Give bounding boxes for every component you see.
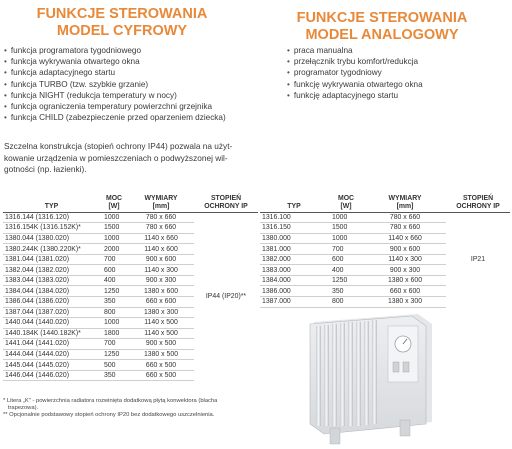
cell-typ: 1380.244K (1380.220K)* <box>3 244 100 255</box>
cell-typ: 1440.044 (1440.020) <box>3 318 100 329</box>
cell-moc: 1250 <box>328 275 364 286</box>
cell-wymiary: 1140 x 300 <box>128 265 194 276</box>
left-title-line2: MODEL CYFROWY <box>56 23 188 39</box>
right-title <box>274 10 490 44</box>
footnote-line: ** Opcjonalnie podstawowy stopień ochrony IP20 bez dodatkowego uszczelnienia. <box>3 412 215 418</box>
cell-wymiary: 780 x 660 <box>364 223 446 234</box>
cell-typ: 1384.044 (1384.020) <box>3 286 100 297</box>
cell-ip: IP44 (IP20)** <box>205 293 247 301</box>
cell-typ: 1316.154K (1316.152K)* <box>3 223 100 234</box>
cell-typ: 1382.000 <box>260 254 328 265</box>
cell-moc: 500 <box>100 360 128 371</box>
feature-item: • funkcja CHILD (zabezpieczenie przed oparzeniem dziecka) <box>4 112 226 123</box>
cell-typ: 1446.044 (1446.020) <box>3 370 100 381</box>
left-title-line1: FUNKCJE STEROWANIA <box>36 6 208 22</box>
cell-typ: 1380.044 (1380.020) <box>3 233 100 244</box>
cell-typ: 1381.000 <box>260 244 328 255</box>
feature-item: • funkcję wykrywania otwartego okna <box>287 79 423 90</box>
cell-typ: 1386.000 <box>260 286 328 297</box>
paragraph-line: Szczelna konstrukcja (stopień ochrony IP44) pozwala na użyt- <box>4 141 233 151</box>
cell-wymiary: 900 x 600 <box>128 254 194 265</box>
cell-typ: 1316.150 <box>260 223 328 234</box>
feature-item: • przełącznik trybu komfort/redukcja <box>287 56 423 67</box>
cell-wymiary: 1380 x 500 <box>128 349 194 360</box>
cell-moc: 800 <box>328 296 364 307</box>
feature-item: • funkcja NIGHT (redukcja temperatury w nocy) <box>4 90 226 101</box>
feature-item: • funkcja ograniczenia temperatury powierzchni grzejnika <box>4 101 226 112</box>
header-ip: STOPIEŃ OCHRONY IP <box>194 195 258 212</box>
cell-typ: 1316.100 <box>260 212 328 223</box>
footnote-line: * Litera „K" - powierzchnia radiatora rozwinięta dodatkową płytą konwektora (blacha <box>3 398 218 404</box>
cell-moc: 1500 <box>328 223 364 234</box>
cell-moc: 1500 <box>100 223 128 234</box>
feature-item: • praca manualna <box>287 45 423 56</box>
cell-ip: IP21 <box>470 256 486 264</box>
cell-wymiary: 900 x 300 <box>128 275 194 286</box>
cell-wymiary: 780 x 660 <box>364 212 446 223</box>
control-panel <box>388 326 418 382</box>
cell-wymiary: 660 x 600 <box>364 286 446 297</box>
cell-typ: 1382.044 (1382.020) <box>3 265 100 276</box>
cell-wymiary: 780 x 660 <box>128 212 194 223</box>
cell-moc: 400 <box>100 275 128 286</box>
header-moc: MOC [W] <box>328 195 364 212</box>
cell-moc: 1000 <box>328 212 364 223</box>
cell-moc: 1000 <box>100 318 128 329</box>
right-title-line2: MODEL ANALOGOWY <box>305 27 459 43</box>
cell-wymiary: 1380 x 300 <box>364 296 446 307</box>
cell-wymiary: 660 x 500 <box>128 360 194 371</box>
analog-model-table <box>260 195 510 308</box>
left-title <box>14 6 230 40</box>
header-moc: MOC [W] <box>100 195 128 212</box>
feature-item: • funkcja TURBO (tzw. szybkie grzanie) <box>4 79 226 90</box>
cell-moc: 350 <box>328 286 364 297</box>
feature-item: • funkcja adaptacyjnego startu <box>4 67 226 78</box>
feature-item: • funkcję adaptacyjnego startu <box>287 90 423 101</box>
digital-model-table <box>3 195 258 381</box>
ip-paragraph <box>4 141 274 176</box>
cell-moc: 1000 <box>328 233 364 244</box>
feature-item: • funkcja programatora tygodniowego <box>4 45 226 56</box>
paragraph-line: kowanie urządzenia w pomieszczeniach o podwyższonej wil- <box>4 152 228 163</box>
cell-typ: 1444.044 (1444.020) <box>3 349 100 360</box>
cell-typ: 1387.000 <box>260 296 328 307</box>
left-feature-list <box>4 45 226 123</box>
right-feature-list <box>287 45 423 101</box>
feature-item: • programator tygodniowy <box>287 67 423 78</box>
cell-typ: 1383.044 (1383.020) <box>3 275 100 286</box>
table-row <box>260 212 510 223</box>
cell-moc: 1250 <box>100 349 128 360</box>
cell-moc: 1000 <box>100 212 128 223</box>
cell-typ: 1383.000 <box>260 265 328 276</box>
radiator-foot <box>400 420 410 436</box>
cell-typ: 1384.000 <box>260 275 328 286</box>
cell-wymiary: 900 x 500 <box>128 339 194 350</box>
footnotes <box>3 398 303 419</box>
cell-typ: 1445.044 (1445.020) <box>3 360 100 371</box>
cell-moc: 350 <box>100 370 128 381</box>
cell-wymiary: 900 x 600 <box>364 244 446 255</box>
cell-moc: 1000 <box>100 233 128 244</box>
cell-moc: 600 <box>328 254 364 265</box>
switch-icon <box>393 362 399 372</box>
cell-typ: 1386.044 (1386.020) <box>3 296 100 307</box>
cell-typ: 1387.044 (1387.020) <box>3 307 100 318</box>
cell-moc: 700 <box>100 254 128 265</box>
cell-typ: 1441.044 (1441.020) <box>3 339 100 350</box>
cell-wymiary: 900 x 300 <box>364 265 446 276</box>
cell-moc: 800 <box>100 307 128 318</box>
table-row <box>3 212 258 223</box>
cell-typ: 1380.000 <box>260 233 328 244</box>
cell-wymiary: 1140 x 300 <box>364 254 446 265</box>
cell-wymiary: 1140 x 660 <box>364 233 446 244</box>
cell-moc: 350 <box>100 296 128 307</box>
radiator-image <box>300 310 450 449</box>
header-wymiary: WYMIARY [mm] <box>128 195 194 212</box>
radiator-foot <box>330 428 340 444</box>
cell-wymiary: 1140 x 600 <box>128 244 194 255</box>
switch-icon <box>403 362 409 372</box>
footnote-line: trapezowa). <box>3 405 39 411</box>
cell-wymiary: 780 x 660 <box>128 223 194 234</box>
cell-wymiary: 1380 x 600 <box>128 286 194 297</box>
feature-item: • funkcja wykrywania otwartego okna <box>4 56 226 67</box>
header-typ: TYP <box>3 195 100 212</box>
cell-wymiary: 1380 x 300 <box>128 307 194 318</box>
right-title-line1: FUNKCJE STEROWANIA <box>296 10 468 26</box>
cell-wymiary: 660 x 500 <box>128 370 194 381</box>
header-wymiary: WYMIARY [mm] <box>364 195 446 212</box>
cell-typ: 1316.144 (1316.120) <box>3 212 100 223</box>
cell-wymiary: 1380 x 600 <box>364 275 446 286</box>
header-typ: TYP <box>260 195 328 212</box>
cell-typ: 1440.184K (1440.182K)* <box>3 328 100 339</box>
paragraph-line: gotności (np. łazienki). <box>4 164 87 174</box>
cell-moc: 700 <box>328 244 364 255</box>
cell-wymiary: 660 x 600 <box>128 296 194 307</box>
header-ip: STOPIEŃ OCHRONY IP <box>446 195 510 212</box>
cell-wymiary: 1140 x 660 <box>128 233 194 244</box>
cell-moc: 700 <box>100 339 128 350</box>
cell-moc: 2000 <box>100 244 128 255</box>
cell-wymiary: 1140 x 500 <box>128 318 194 329</box>
cell-typ: 1381.044 (1381.020) <box>3 254 100 265</box>
cell-moc: 1800 <box>100 328 128 339</box>
cell-moc: 1250 <box>100 286 128 297</box>
cell-moc: 600 <box>100 265 128 276</box>
cell-moc: 400 <box>328 265 364 276</box>
cell-wymiary: 1140 x 500 <box>128 328 194 339</box>
